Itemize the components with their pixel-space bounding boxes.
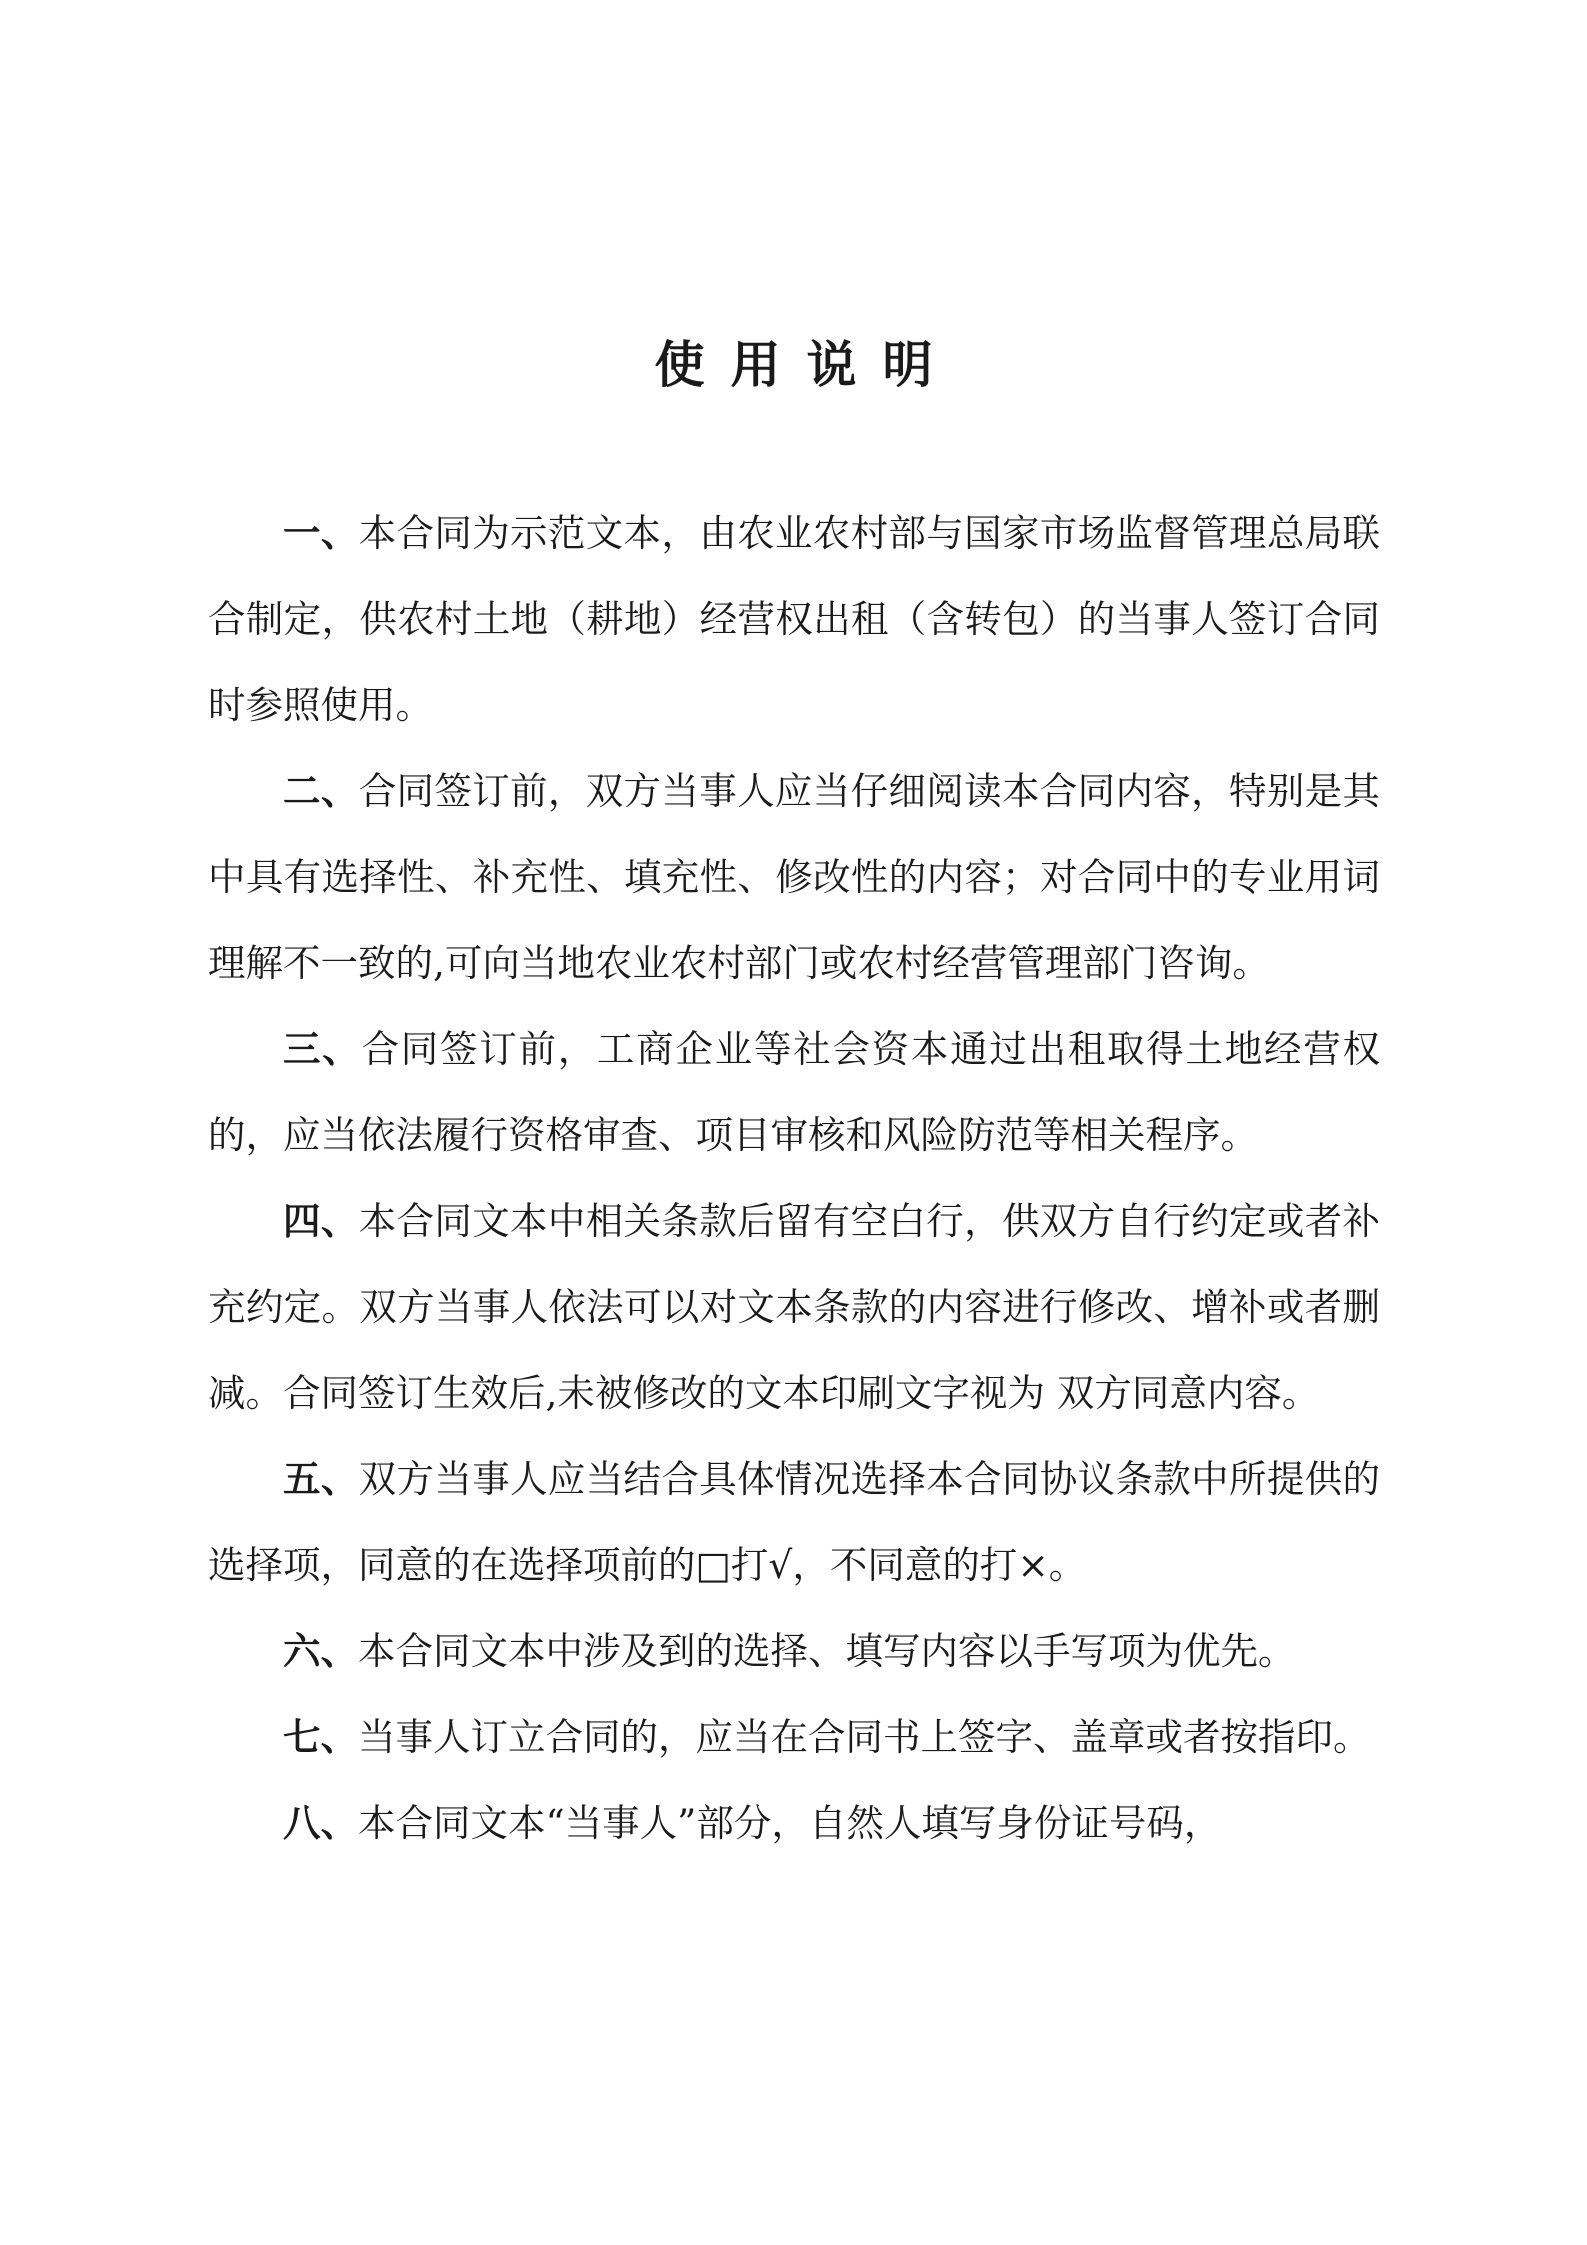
paragraph-7	[208, 1694, 1380, 1780]
paragraph-text: 当事人订立合同的，应当在合同书上签字、盖章或者按指印。	[358, 1715, 1371, 1759]
paragraph-4	[208, 1178, 1380, 1436]
paragraph-number: 六、	[283, 1629, 358, 1673]
paragraph-text: 合同签订前，工商企业等社会资本通过出租取得土地经营权的，应当依法履行资格审查、项目审核和风险防范等相关程序。	[208, 1027, 1381, 1157]
paragraph-3	[208, 1006, 1380, 1178]
paragraph-text: 本合同文本中涉及到的选择、填写内容以手写项为优先。	[358, 1629, 1296, 1673]
paragraph-number: 七、	[283, 1715, 358, 1759]
paragraph-8	[208, 1780, 1380, 1866]
paragraph-1	[208, 490, 1380, 748]
paragraph-text: 合同签订前，双方当事人应当仔细阅读本合同内容，特别是其中具有选择性、补充性、填充性、修改性的内容；对合同中的专业用词理解不一致的,可向当地农业农村部门或农村经营管理部门咨询。	[208, 769, 1381, 985]
paragraph-number: 二、	[283, 769, 359, 813]
paragraph-5	[208, 1436, 1380, 1608]
paragraph-number: 四、	[283, 1199, 359, 1243]
paragraph-text: 双方当事人应当结合具体情况选择本合同协议条款中所提供的选择项，同意的在选择项前的□打√，不同意的打×。	[208, 1457, 1381, 1587]
paragraph-text: 本合同文本中相关条款后留有空白行，供双方自行约定或者补充约定。双方当事人依法可以对文本条款的内容进行修改、增补或者删减。合同签订生效后,未被修改的文本印刷文字视为 双方同意内容。	[208, 1199, 1381, 1415]
paragraph-number: 五、	[283, 1457, 359, 1501]
page-title: 使用说明	[654, 336, 959, 394]
paragraph-number: 三、	[283, 1027, 362, 1071]
instructions-body	[208, 490, 1380, 1866]
paragraph-text: 本合同为示范文本，由农业农村部与国家市场监督管理总局联合制定，供农村土地（耕地）经营权出租（含转包）的当事人签订合同时参照使用。	[208, 511, 1381, 727]
paragraph-number: 一、	[283, 511, 359, 555]
paragraph-6	[208, 1608, 1380, 1694]
paragraph-2	[208, 748, 1380, 1006]
paragraph-number: 八、	[283, 1801, 358, 1845]
paragraph-text: 本合同文本“当事人”部分，自然人填写身份证号码，	[358, 1801, 1222, 1845]
